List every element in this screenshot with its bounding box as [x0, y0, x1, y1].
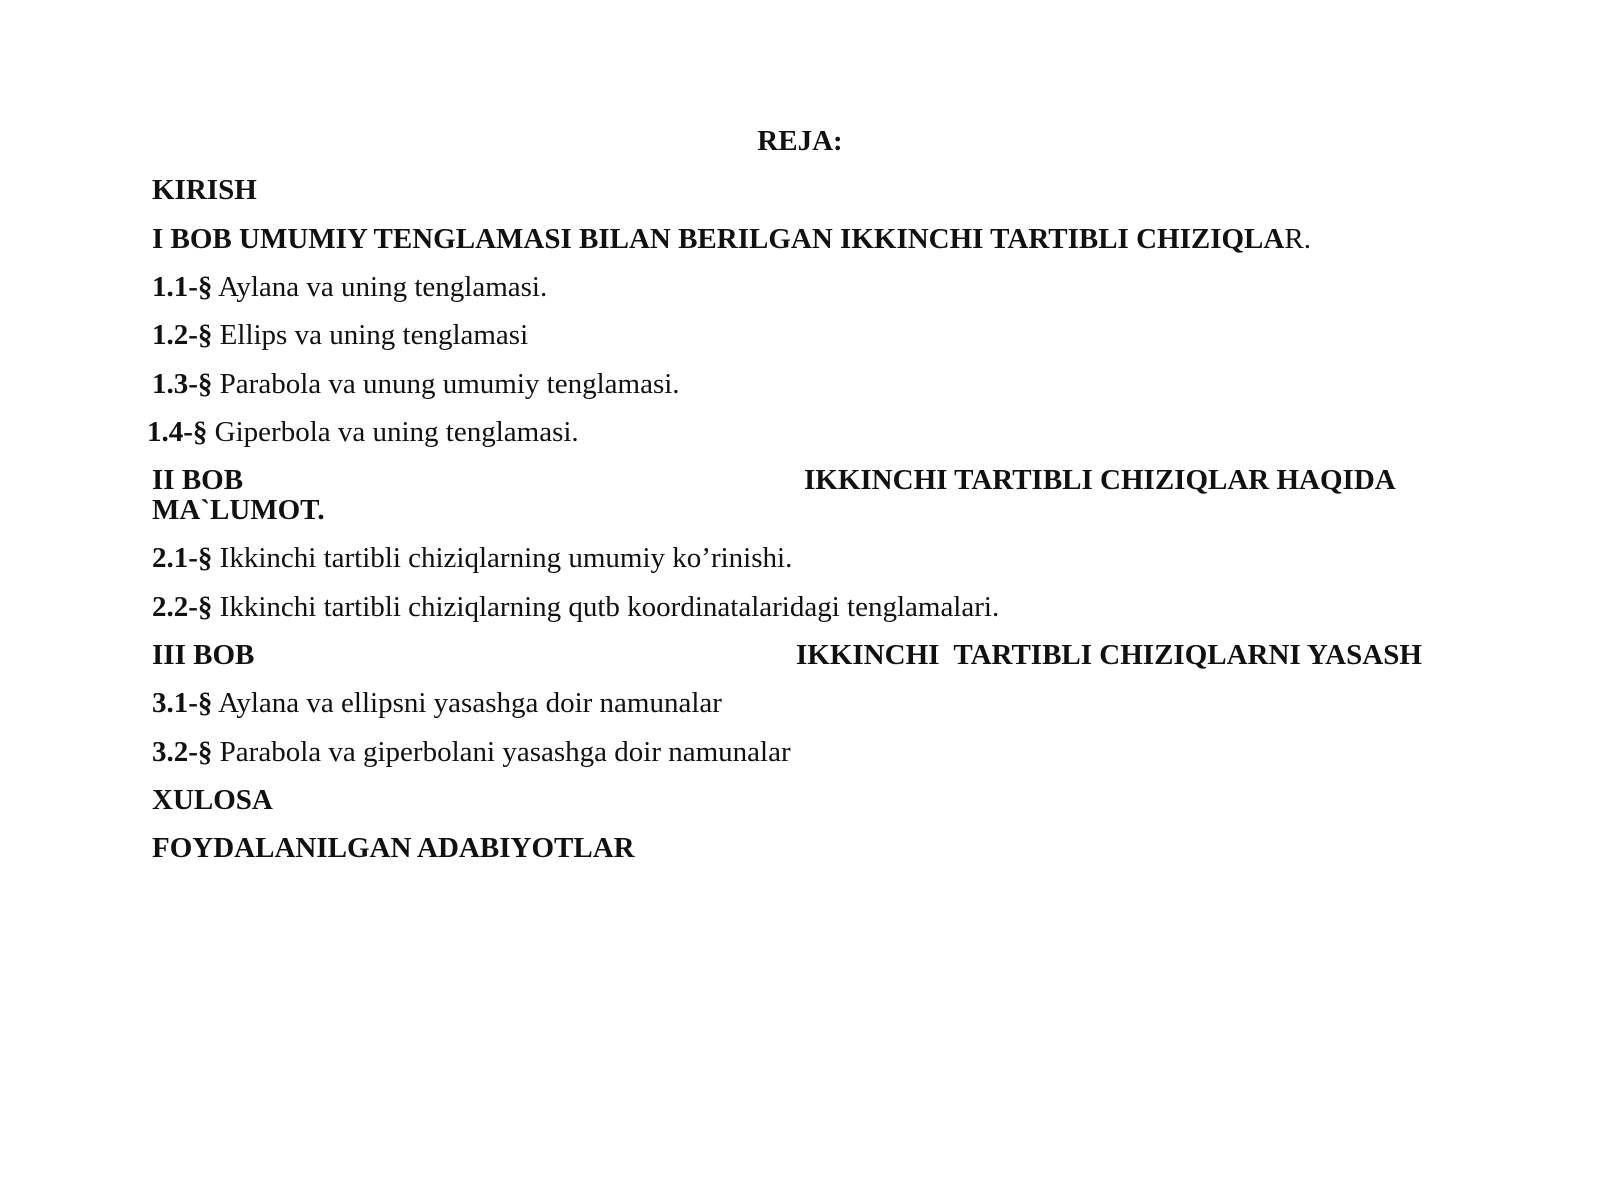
references-heading: FOYDALANILGAN ADABIYOTLAR: [152, 832, 635, 864]
intro-heading: KIRISH: [152, 174, 257, 206]
section-number: 3.1-§: [152, 687, 213, 719]
chapter-2-title: IKKINCHI TARTIBLI CHIZIQLAR HAQIDA: [804, 464, 1396, 496]
section-title: Aylana va uning tenglamasi.: [212, 271, 548, 303]
section-1-1: [152, 270, 547, 304]
chapter-3-label: III BOB: [152, 639, 255, 671]
section-title: Parabola va giperbolani yasashga doir namunalar: [212, 736, 791, 768]
chapter-3-title: IKKINCHI TARTIBLI CHIZIQLARNI YASASH: [796, 639, 1422, 671]
section-1-2: [152, 318, 528, 352]
section-1-4: [147, 415, 579, 449]
chapter-1-title-tail: R.: [1284, 223, 1311, 255]
conclusion-heading: XULOSA: [152, 784, 273, 816]
section-number: 1.4-§: [147, 416, 208, 448]
chapter-2-title-continued: MA`LUMOT.: [152, 494, 325, 526]
section-3-2: [152, 735, 791, 769]
section-number: 1.3-§: [152, 368, 213, 400]
section-2-1: [152, 541, 792, 575]
section-title: Ikkinchi tartibli chiziqlarning umumiy ko’rinishi.: [212, 542, 793, 574]
section-number: 1.1-§: [152, 271, 213, 303]
section-3-1: [152, 686, 722, 720]
section-1-3: [152, 367, 680, 401]
section-2-2: [152, 590, 999, 624]
chapter-1-title: I BOB UMUMIY TENGLAMASI BILAN BERILGAN IKKINCHI TARTIBLI CHIZIQLA: [152, 223, 1285, 255]
page-title: REJA:: [757, 125, 843, 157]
section-title: Parabola va unung umumiy tenglamasi.: [212, 368, 680, 400]
chapter-1-heading: [152, 222, 1311, 256]
chapter-2-label: II BOB: [152, 464, 244, 496]
section-title: Ikkinchi tartibli chiziqlarning qutb koordinatalaridagi tenglamalari.: [212, 591, 1000, 623]
section-number: 1.2-§: [152, 319, 213, 351]
section-number: 2.2-§: [152, 591, 213, 623]
section-title: Aylana va ellipsni yasashga doir namunalar: [212, 687, 722, 719]
section-number: 2.1-§: [152, 542, 213, 574]
section-number: 3.2-§: [152, 736, 213, 768]
section-title: Ellips va uning tenglamasi: [212, 319, 529, 351]
section-title: Giperbola va uning tenglamasi.: [207, 416, 579, 448]
